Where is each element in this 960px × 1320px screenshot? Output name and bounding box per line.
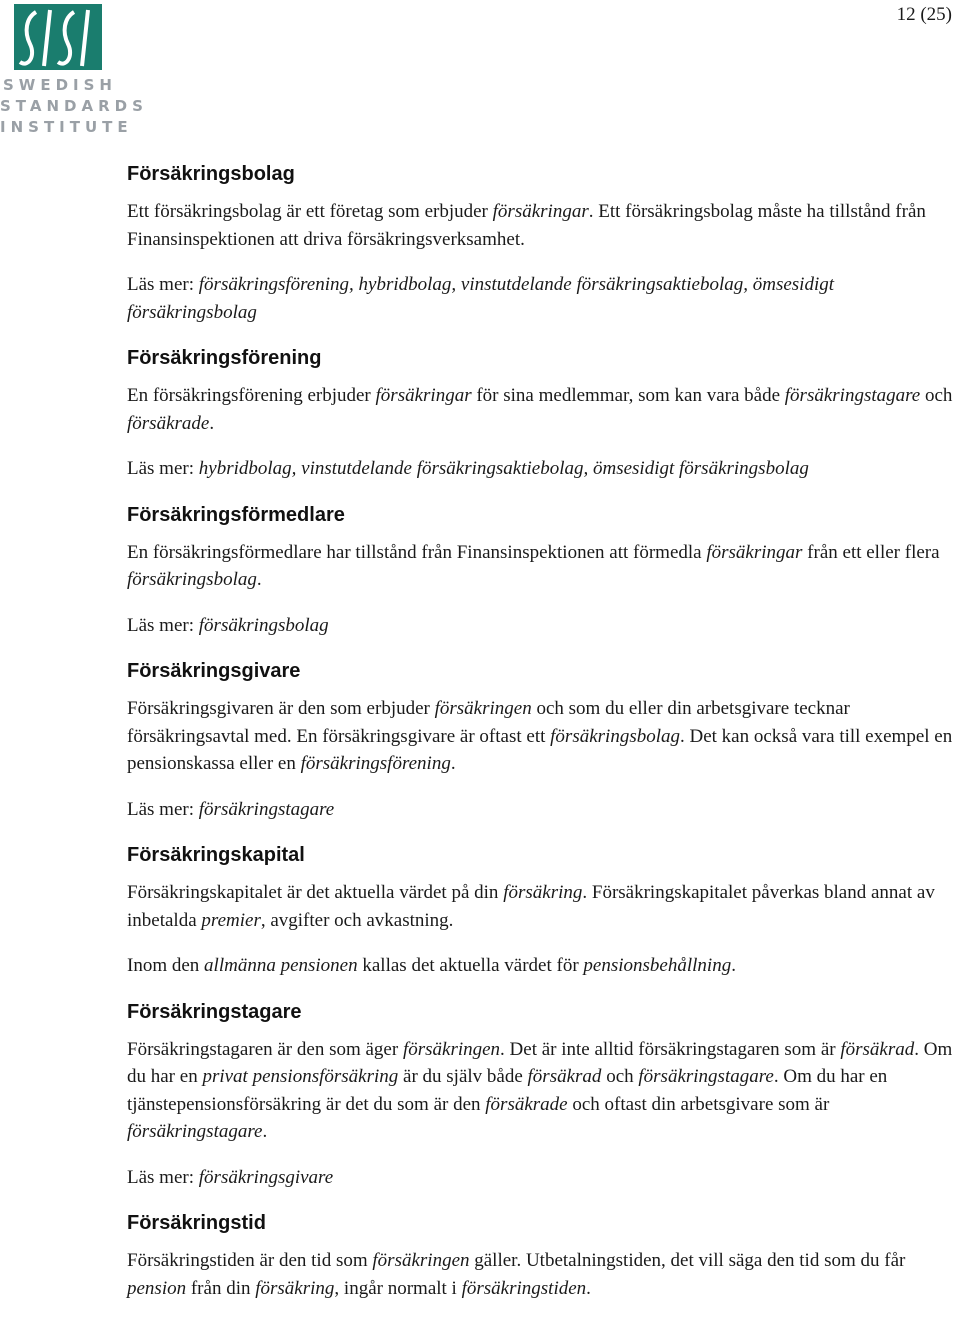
term-heading: Försäkringstid <box>127 1212 266 1234</box>
text-run: för sina medlemmar, som kan vara både <box>471 385 785 406</box>
italic-term: pension <box>127 1277 187 1299</box>
text-run: Försäkringsgivaren är den som erbjuder <box>127 698 435 719</box>
sis-logo <box>0 0 148 140</box>
text-run: . Det är inte alltid försäkringstagaren som är <box>500 1038 841 1060</box>
text-run: . Om du har en <box>127 1038 953 1087</box>
definition-paragraph <box>127 695 957 778</box>
italic-term: försäkringsförening, hybridbolag, vinstutdelande försäkringsaktiebolag, ömsesidigt försäkringsbolag <box>127 274 835 323</box>
italic-term: försäkringar <box>492 201 589 222</box>
italic-term: försäkrad <box>527 1066 602 1087</box>
sis-logo-mark-icon <box>14 4 102 70</box>
text-run: Läs mer: <box>127 1166 199 1188</box>
text-run: . <box>731 955 736 976</box>
definition-paragraph <box>127 1247 957 1302</box>
term-heading: Försäkringsgivare <box>127 660 301 682</box>
italic-term: försäkrade <box>485 1093 568 1115</box>
text-run: Läs mer: <box>127 798 199 820</box>
text-run: . <box>450 753 456 774</box>
text-run: gäller. Utbetalningstiden, det vill säga den tid som du får <box>469 1250 906 1271</box>
text-run: . Om du har en tjänstepensionsförsäkring är det du som är den <box>127 1066 888 1115</box>
text-run: En försäkringsförmedlare har tillstånd från Finansinspektionen att förmedla <box>127 541 707 563</box>
definition-paragraph <box>127 796 957 824</box>
text-run: Ett försäkringsbolag är ett företag som erbjuder <box>127 201 493 222</box>
italic-term: försäkringstagare <box>784 385 921 406</box>
term-heading: Försäkringsförening <box>127 347 322 369</box>
definition-paragraph <box>127 612 957 640</box>
italic-term: försäkringsbolag <box>127 569 257 590</box>
text-run: . <box>209 412 215 434</box>
text-run: kallas det aktuella värdet för <box>357 955 584 976</box>
text-run: och <box>601 1066 639 1087</box>
text-run: från din <box>186 1277 256 1299</box>
italic-term: försäkringsförening <box>300 753 451 774</box>
italic-term: försäkring <box>503 882 583 903</box>
text-run: och oftast din arbetsgivare som är <box>567 1093 830 1115</box>
italic-term: pensionsbehållning <box>583 955 732 976</box>
italic-term: försäkringsbolag <box>550 725 680 747</box>
italic-term: försäkring <box>255 1277 335 1299</box>
logo-text-line-3: INSTITUTE <box>0 118 133 136</box>
definition-paragraph <box>127 1036 957 1146</box>
text-run: . Det kan också vara till exempel en pensionskassa eller en <box>127 725 953 774</box>
term-heading: Försäkringskapital <box>127 844 305 866</box>
definition-paragraph <box>127 539 957 594</box>
text-run: och som du eller din arbetsgivare tecknar försäkringsavtal med. En försäkringsgivare är oftast ett <box>127 698 850 747</box>
text-run: Försäkringskapitalet är det aktuella värdet på din <box>127 882 504 903</box>
logo-text-line-2: STANDARDS <box>0 97 148 115</box>
page-number: 12 (25) <box>896 4 952 25</box>
definition-paragraph <box>127 952 957 980</box>
definition-paragraph <box>127 455 957 483</box>
italic-term: försäkringar <box>706 541 803 563</box>
text-run: . <box>256 569 262 590</box>
italic-term: försäkrad <box>840 1038 915 1060</box>
italic-term: hybridbolag, vinstutdelande försäkringsaktiebolag, ömsesidigt försäkringsbolag <box>198 458 809 479</box>
text-run: Läs mer: <box>127 614 199 636</box>
definition-paragraph <box>127 198 957 253</box>
text-run: . <box>586 1277 591 1299</box>
italic-term: försäkringstiden <box>461 1277 587 1299</box>
text-run: , avgifter och avkastning. <box>260 909 454 931</box>
definition-paragraph <box>127 879 957 934</box>
term-heading: Försäkringstagare <box>127 1000 302 1023</box>
italic-term: försäkrade <box>127 412 210 434</box>
definition-paragraph <box>127 1164 957 1192</box>
text-run: En försäkringsförening erbjuder <box>127 385 376 406</box>
text-run: , ingår normalt i <box>334 1277 462 1299</box>
italic-term: försäkringen <box>434 698 532 719</box>
italic-term: försäkringstagare <box>198 798 335 820</box>
italic-term: försäkringen <box>402 1038 501 1060</box>
term-heading: Försäkringsförmedlare <box>127 503 345 526</box>
italic-term: premier <box>201 909 261 931</box>
italic-term: försäkringen <box>372 1250 470 1271</box>
text-run: från ett eller flera <box>802 541 940 563</box>
text-run: Inom den <box>127 955 205 976</box>
italic-term: privat pensionsförsäkring <box>202 1066 399 1087</box>
text-run: . Ett försäkringsbolag måste ha tillstånd från Finansinspektionen att driva försäkringsverksamhet. <box>127 201 926 250</box>
term-heading: Försäkringsbolag <box>127 163 295 185</box>
glossary-content <box>127 160 957 1320</box>
text-run: Läs mer: <box>127 458 199 479</box>
text-run: . <box>262 1121 268 1142</box>
text-run: är du själv både <box>398 1066 528 1087</box>
italic-term: försäkringsbolag <box>198 614 329 636</box>
italic-term: allmänna pensionen <box>204 955 358 976</box>
italic-term: försäkringar <box>375 385 472 406</box>
definition-paragraph <box>127 271 957 326</box>
logo-text-line-1: SWEDISH <box>3 76 117 94</box>
text-run: Försäkringstagaren är den som äger <box>127 1038 403 1060</box>
definition-paragraph <box>127 382 957 437</box>
text-run: . Försäkringskapitalet påverkas bland annat av inbetalda <box>127 882 935 931</box>
text-run: Försäkringstiden är den tid som <box>127 1250 373 1271</box>
text-run: och <box>920 385 953 406</box>
text-run: Läs mer: <box>127 274 199 295</box>
italic-term: försäkringstagare <box>638 1066 774 1087</box>
italic-term: försäkringsgivare <box>198 1166 334 1188</box>
italic-term: försäkringstagare <box>127 1121 263 1142</box>
